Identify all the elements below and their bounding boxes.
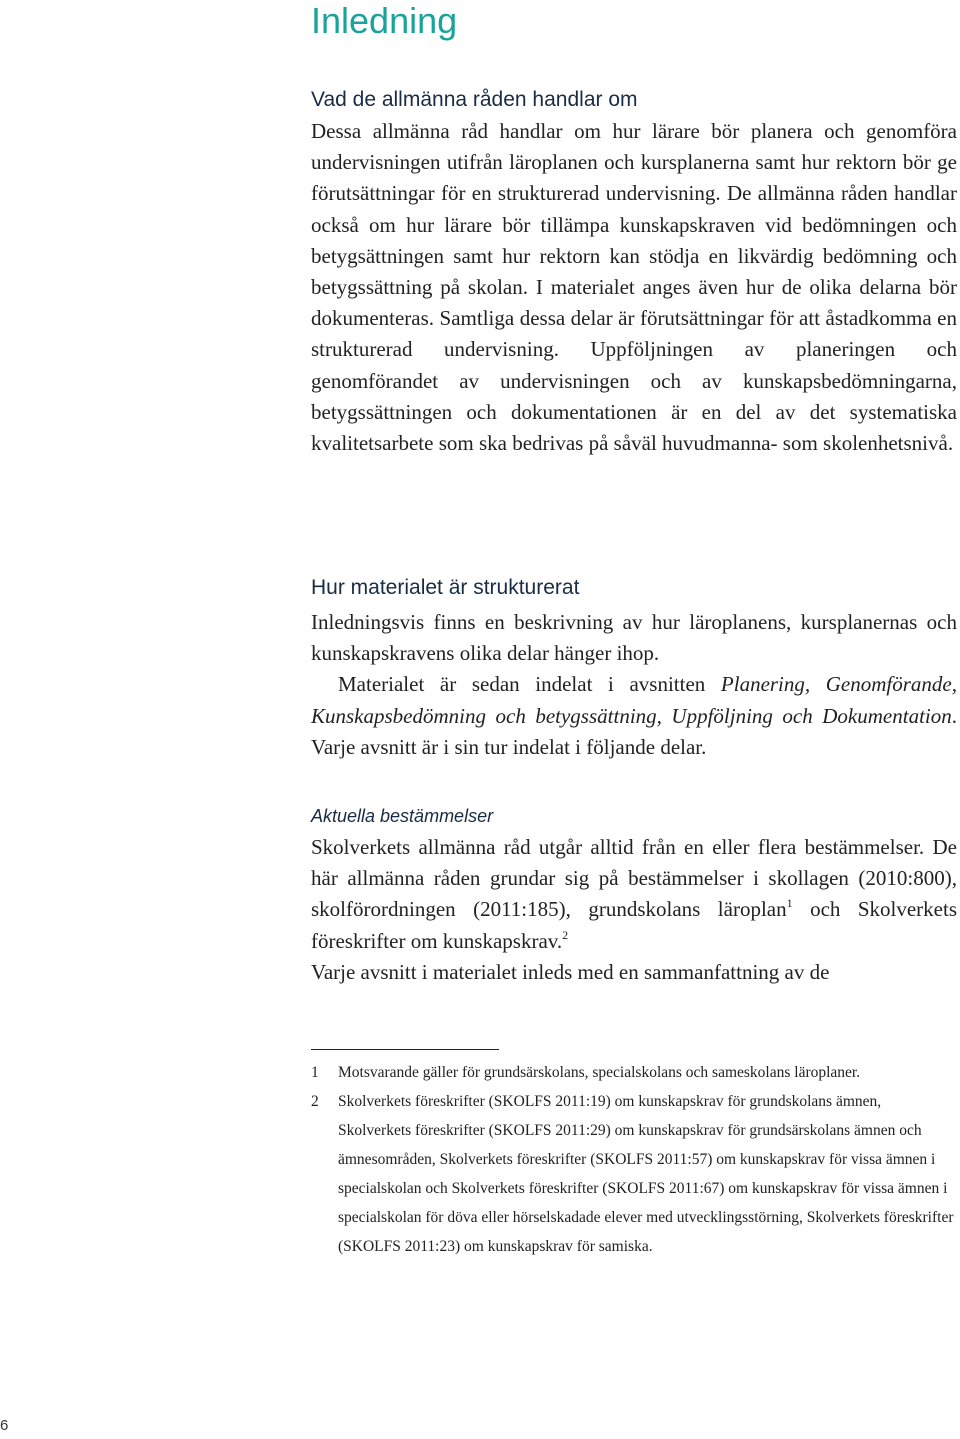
footnote-number: 1	[311, 1064, 319, 1081]
paragraph: Varje avsnitt i materialet inleds med en sammanfattning av de	[311, 959, 830, 984]
footnote-1	[311, 1058, 957, 1087]
paragraph	[311, 832, 957, 957]
footnote-text: Skolverkets föreskrifter (SKOLFS 2011:19) om kunskapskrav för grundskolans ämnen, Skolverkets föreskrifter (SKOLFS 2011:29) om kunskapskrav för grundsärskolans ämnen och ämnesområden, Skolverkets föreskrifter (SKOLFS 2011:57) om kunskapskrav för vissa ämnen i specialskolan och Skolverkets föreskrifter (SKOLFS 2011:67) om kunskapskrav för vissa ämnen i specialskolan för döva eller hörselskadade elever med utvecklingsstörning, Skolverkets föreskrifter (SKOLFS 2011:23) om kunskapskrav för samiska.	[338, 1093, 954, 1255]
section-body-structure	[311, 607, 957, 763]
text-span: Materialet är sedan indelat i avsnitten	[338, 672, 721, 697]
page-title: Inledning	[311, 0, 458, 41]
text-span: . Varje avsnitt är i sin tur indelat i följande delar.	[311, 703, 957, 759]
footnote-divider	[311, 1049, 499, 1050]
footnote-number: 2	[311, 1093, 319, 1110]
text-span: och Skolverkets föreskrifter om kunskapskrav.	[311, 897, 957, 953]
footnote-2	[311, 1087, 957, 1261]
footnotes	[311, 1058, 957, 1261]
sub-heading-regulations: Aktuella bestämmelser	[311, 806, 494, 826]
footnote-ref-1[interactable]: 1	[786, 896, 793, 911]
section-names: Planering, Genomförande, Kunskapsbedömning och betygssättning, Uppföljning och Dokumentation	[311, 672, 957, 728]
paragraph: Dessa allmänna råd handlar om hur lärare bör planera och genomföra undervisningen utifrån läroplanen och kursplanerna samt hur rektorn bör ge förutsättningar för en strukturerad undervisning. De allmänna råden handlar också om hur lärare bör tillämpa kunskapskraven vid bedömningen och betygsättningen samt hur rektorn kan stödja en likvärdig bedömning och betygssättning på skolan. I materialet anges även hur de olika delarna bör dokumenteras. Samtliga dessa delar är förutsättningar för att åstadkomma en strukturerad undervisning. Uppföljningen av planeringen och genomförandet av undervisningen och av kunskapsbedömningarna, betygssättningen och dokumentationen är en del av det systematiska kvalitetsarbete som ska bedrivas på såväl huvudmanna- som skolenhetsnivå.	[311, 119, 957, 456]
footnote-ref-2[interactable]: 2	[562, 927, 569, 942]
section-body-purpose	[311, 116, 957, 459]
text-span: Skolverkets allmänna råd utgår alltid från en eller flera bestämmelser. De här allmänna råden grundar sig på bestämmelser i skollagen (2010:800), skolförordningen (2011:185), grundskolans läroplan	[311, 835, 957, 922]
footnote-text: Motsvarande gäller för grundsärskolans, specialskolans och sameskolans läroplaner.	[338, 1064, 861, 1081]
section-heading-purpose: Vad de allmänna råden handlar om	[311, 88, 638, 111]
paragraph	[311, 669, 957, 763]
paragraph: Inledningsvis finns en beskrivning av hur läroplanens, kursplanernas och kunskapskravens olika delar hänger ihop.	[311, 610, 957, 666]
section-heading-structure: Hur materialet är strukturerat	[311, 576, 580, 599]
page-number: 6	[0, 1417, 9, 1434]
section-body-regulations	[311, 832, 957, 988]
